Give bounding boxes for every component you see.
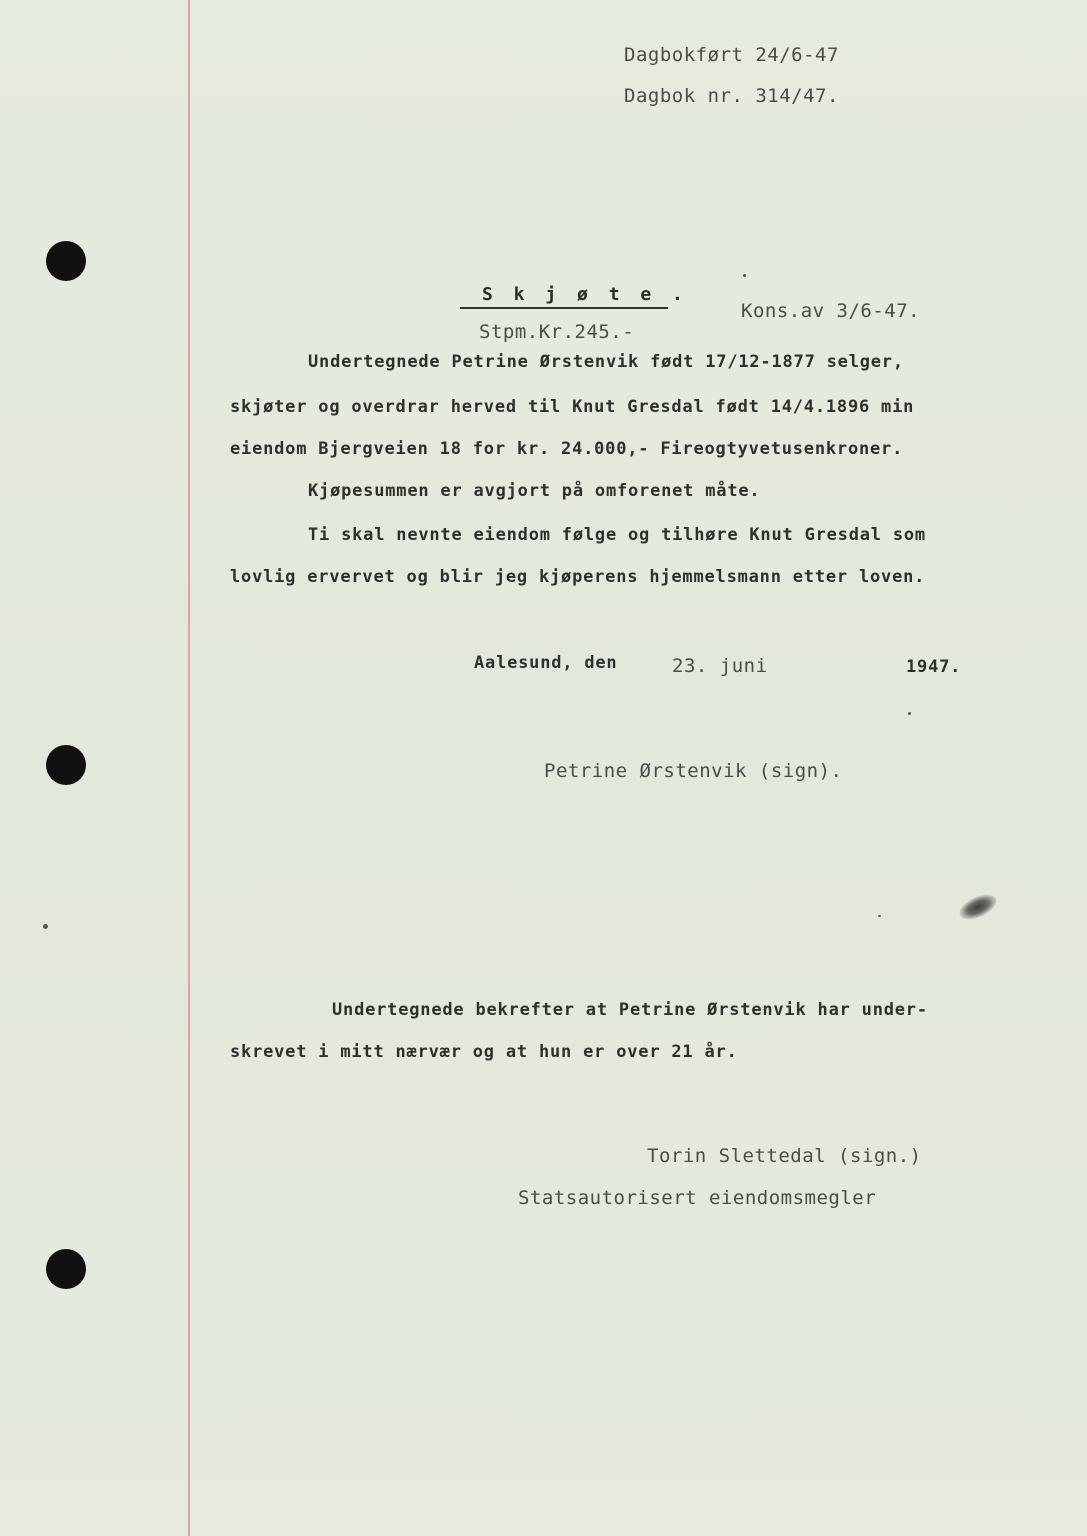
punch-hole <box>46 1249 86 1289</box>
body-line: Kjøpesummen er avgjort på omforenet måte. <box>308 481 761 501</box>
kons-reference: Kons.av 3/6-47. <box>741 300 921 322</box>
witness-line: skrevet i mitt nærvær og at hun er over 21 år. <box>230 1042 738 1062</box>
dagbokfort-line: Dagbokført 24/6-47 <box>624 44 839 66</box>
body-line: lovlig ervervet og blir jeg kjøperens hjemmelsmann etter loven. <box>230 567 926 587</box>
broker-title: Statsautorisert eiendomsmegler <box>518 1187 877 1209</box>
broker-signature: Torin Slettedal (sign.) <box>647 1145 922 1167</box>
date-day-month: 23. juni <box>672 655 768 677</box>
ink-smudge <box>956 889 1001 924</box>
paper-speck <box>908 712 911 715</box>
body-line: Undertegnede Petrine Ørstenvik født 17/12-1877 selger, <box>308 352 904 372</box>
body-line: Ti skal nevnte eiendom følge og tilhøre Knut Gresdal som <box>308 525 926 545</box>
title-underline <box>460 307 668 309</box>
paper-speck <box>878 915 881 917</box>
body-line: skjøter og overdrar herved til Knut Gresdal født 14/4.1896 min <box>230 397 915 417</box>
place-date-prefix: Aalesund, den <box>474 653 618 673</box>
paper-speck <box>743 274 746 277</box>
body-line: eiendom Bjergveien 18 for kr. 24.000,- Fireogtyvetusenkroner. <box>230 439 904 459</box>
witness-line: Undertegnede bekrefter at Petrine Ørstenvik har under- <box>332 1000 928 1020</box>
paper-speck <box>43 924 48 929</box>
margin-rule-line <box>188 0 190 1536</box>
seller-signature: Petrine Ørstenvik (sign). <box>544 760 843 782</box>
date-year: 1947. <box>906 657 962 677</box>
punch-hole <box>46 241 86 281</box>
stamp-duty: Stpm.Kr.245.- <box>479 321 635 343</box>
document-title: S k j ø t e . <box>482 284 688 305</box>
punch-hole <box>46 745 86 785</box>
dagbok-number-line: Dagbok nr. 314/47. <box>624 85 839 107</box>
